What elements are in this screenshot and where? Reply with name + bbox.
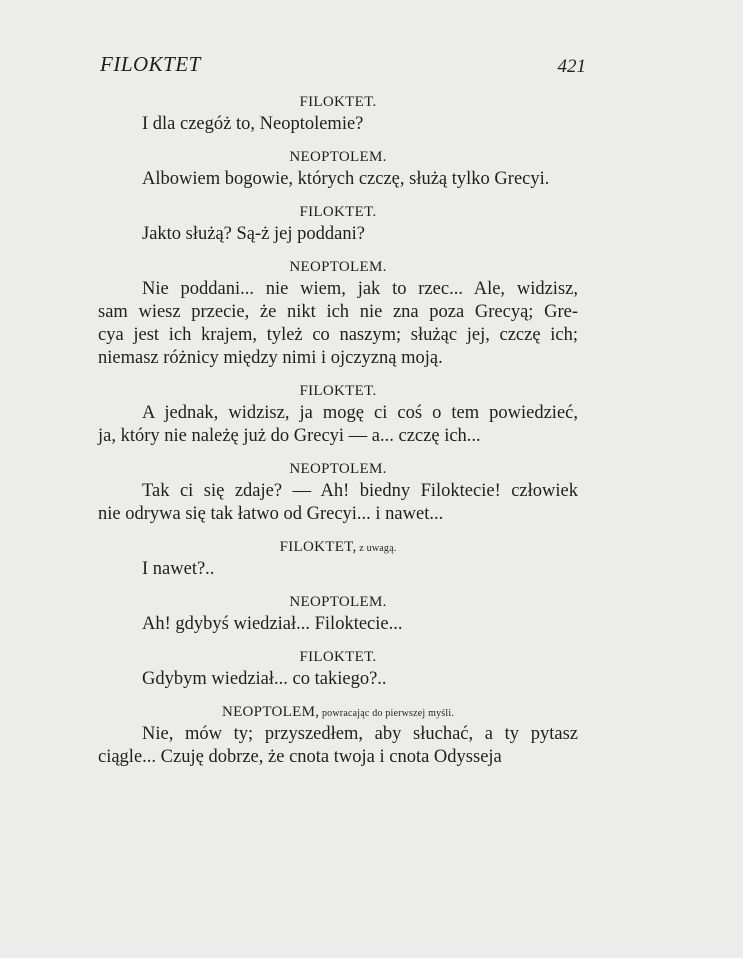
speech xyxy=(98,723,578,769)
speaker-heading xyxy=(98,201,578,223)
speech-line: I dla czegóż to, Neoptolemie? xyxy=(142,114,364,134)
speaker-name: NEOPTOLEM. xyxy=(289,594,387,610)
speech-line: Albowiem bogowie, których czczę, służą tylko Grecyi. xyxy=(142,169,550,189)
speech-line: ja, który nie należę już do Grecyi — a... czczę ich... xyxy=(98,426,481,446)
speech-line: I nawet?.. xyxy=(142,559,215,579)
speaker-name: NEOPTOLEM, xyxy=(221,704,320,720)
speaker-heading xyxy=(98,701,578,723)
speaker-heading xyxy=(98,591,578,613)
speaker-name: FILOKTET. xyxy=(299,649,377,665)
speech xyxy=(98,168,578,191)
speech-line: Gdybym wiedział... co takiego?.. xyxy=(142,669,387,689)
speech-line: Jakto służą? Są-ż jej poddani? xyxy=(142,224,365,244)
stage-direction: powracając do pierwszej myśli. xyxy=(319,708,455,719)
speaker-heading xyxy=(98,646,578,668)
speaker-heading xyxy=(98,256,578,278)
running-title: FILOKTET xyxy=(100,52,201,76)
speaker-heading xyxy=(98,380,578,402)
speaker-name: FILOKTET. xyxy=(299,94,377,110)
speech-line: cya jest ich krajem, tyleż co naszym; służąc jej, czczę ich; xyxy=(98,325,578,345)
speech-line: Ah! gdybyś wiedział... Filoktecie... xyxy=(142,614,403,634)
page-number: 421 xyxy=(557,56,586,77)
speaker-name: NEOPTOLEM. xyxy=(289,259,387,275)
speech-line: sam wiesz przecie, że nikt ich nie zna poza Grecyą; Gre- xyxy=(98,302,578,322)
speech xyxy=(98,113,578,136)
speech-line: Nie poddani... nie wiem, jak to rzec... Ale, widzisz, xyxy=(142,279,578,299)
speech xyxy=(98,223,578,246)
speaker-name: FILOKTET. xyxy=(299,383,377,399)
speech-line: Tak ci się zdaje? — Ah! biedny Filoktecie! człowiek xyxy=(142,481,578,501)
speech xyxy=(98,278,578,370)
speaker-name: FILOKTET. xyxy=(299,204,377,220)
speaker-heading xyxy=(98,91,578,113)
speech-line: ciągle... Czuję dobrze, że cnota twoja i cnota Odysseja xyxy=(98,747,502,767)
speaker-name: FILOKTET, xyxy=(279,539,357,555)
speech-line: niemasz różnicy między nimi i ojczyzną moją. xyxy=(98,348,443,368)
speaker-heading xyxy=(98,536,578,558)
stage-direction: z uwagą. xyxy=(356,543,397,554)
speech-line: A jednak, widzisz, ja mogę ci coś o tem powiedzieć, xyxy=(142,403,578,423)
speech xyxy=(98,668,578,691)
dialogue-body xyxy=(98,91,578,779)
speech xyxy=(98,558,578,581)
speaker-name: NEOPTOLEM. xyxy=(289,149,387,165)
speech xyxy=(98,480,578,526)
speech-line: Nie, mów ty; przyszedłem, aby słuchać, a ty pytasz xyxy=(142,724,578,744)
speech xyxy=(98,402,578,448)
speech-line: nie odrywa się tak łatwo od Grecyi... i nawet... xyxy=(98,504,444,524)
speech xyxy=(98,613,578,636)
speaker-heading xyxy=(98,146,578,168)
speaker-heading xyxy=(98,458,578,480)
speaker-name: NEOPTOLEM. xyxy=(289,461,387,477)
